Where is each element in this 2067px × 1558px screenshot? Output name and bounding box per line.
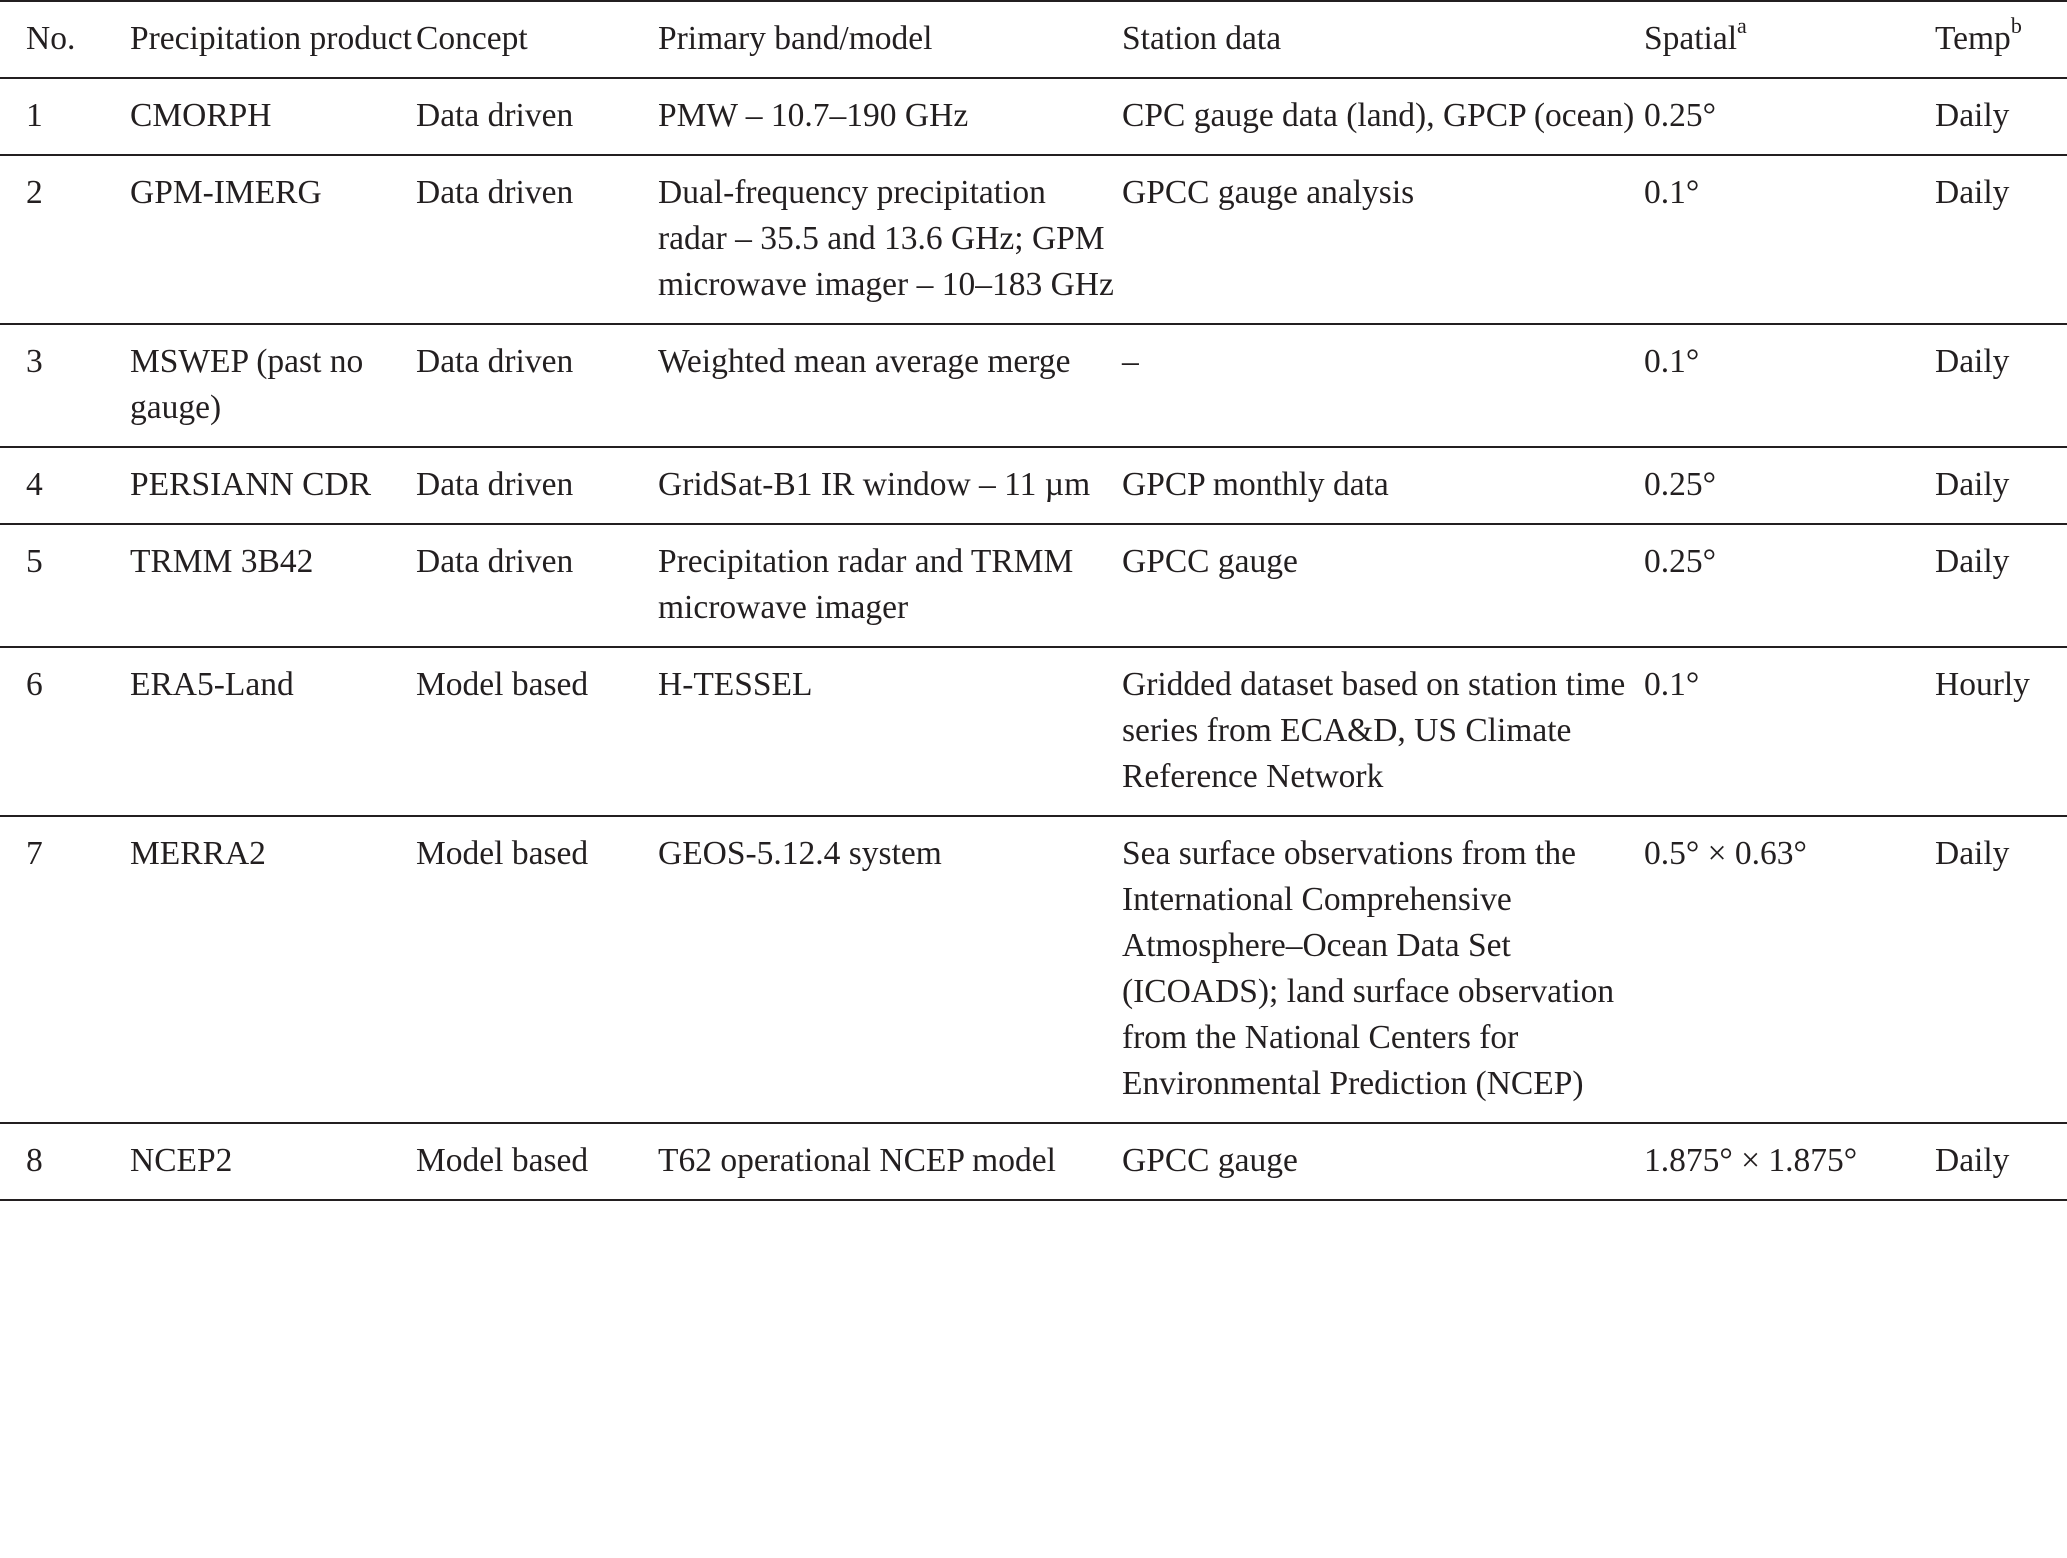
cell-concept: Data driven [416, 343, 574, 380]
header-row [0, 1, 2067, 78]
cell-temp: Daily [1935, 343, 2010, 380]
cell-station: GPCC gauge [1122, 543, 1298, 580]
table-body [0, 78, 2067, 1200]
cell-no: 1 [26, 97, 43, 134]
cell-band: Dual-frequency precipitation radar – 35.5 and 13.6 GHz; GPM microwave imager – 10–183 GHz [658, 174, 1114, 303]
cell-concept: Data driven [416, 174, 574, 211]
cell-temp: Daily [1935, 174, 2010, 211]
table-row [0, 524, 2067, 647]
cell-spatial: 0.5° × 0.63° [1644, 835, 1807, 872]
cell-spatial: 0.25° [1644, 97, 1717, 134]
cell-temp: Daily [1935, 466, 2010, 503]
cell-temp: Daily [1935, 543, 2010, 580]
cell-station: GPCC gauge [1122, 1142, 1298, 1179]
cell-band: GridSat-B1 IR window – 11 µm [658, 466, 1091, 503]
cell-no: 3 [26, 343, 43, 380]
cell-no: 2 [26, 174, 43, 211]
cell-band: PMW – 10.7–190 GHz [658, 97, 969, 134]
cell-product: PERSIANN CDR [130, 466, 372, 503]
table-header [0, 1, 2067, 78]
cell-product: TRMM 3B42 [130, 543, 314, 580]
cell-temp: Daily [1935, 835, 2010, 872]
cell-station: CPC gauge data (land), GPCP (ocean) [1122, 97, 1635, 134]
cell-concept: Model based [416, 1142, 589, 1179]
cell-concept: Data driven [416, 466, 574, 503]
header-station: Station data [1122, 20, 1282, 57]
cell-temp: Daily [1935, 97, 2010, 134]
cell-spatial: 0.1° [1644, 666, 1700, 703]
cell-temp: Hourly [1935, 666, 2030, 703]
header-concept: Concept [416, 20, 528, 57]
cell-spatial: 0.25° [1644, 466, 1717, 503]
header-no: No. [26, 20, 76, 57]
cell-spatial: 0.25° [1644, 543, 1717, 580]
cell-product: NCEP2 [130, 1142, 233, 1179]
table-row [0, 647, 2067, 816]
cell-band: T62 operational NCEP model [658, 1142, 1056, 1179]
cell-product: GPM-IMERG [130, 174, 322, 211]
cell-concept: Data driven [416, 97, 574, 134]
cell-band: GEOS-5.12.4 system [658, 835, 942, 872]
cell-band: Weighted mean average merge [658, 343, 1071, 380]
header-spatial-footnote: a [1737, 12, 1747, 38]
header-product: Precipitation product [130, 20, 412, 57]
cell-concept: Model based [416, 835, 589, 872]
header-spatial-label: Spatial [1644, 20, 1738, 57]
cell-station: GPCP monthly data [1122, 466, 1389, 503]
cell-spatial: 0.1° [1644, 174, 1700, 211]
table-row [0, 78, 2067, 155]
cell-station: GPCC gauge analysis [1122, 174, 1415, 211]
table-row [0, 447, 2067, 524]
cell-band: Precipitation radar and TRMM microwave imager [658, 543, 1074, 626]
cell-concept: Model based [416, 666, 589, 703]
cell-no: 7 [26, 835, 43, 872]
header-band: Primary band/model [658, 20, 933, 57]
cell-product: CMORPH [130, 97, 272, 134]
table-row [0, 324, 2067, 447]
cell-product: MSWEP (past no gauge) [130, 343, 364, 426]
cell-product: ERA5-Land [130, 666, 294, 703]
cell-station: – [1122, 343, 1139, 380]
cell-station: Gridded dataset based on station time series from ECA&D, US Climate Reference Network [1122, 666, 1626, 795]
cell-spatial: 0.1° [1644, 343, 1700, 380]
header-temp-footnote: b [2010, 12, 2022, 38]
cell-temp: Daily [1935, 1142, 2010, 1179]
cell-product: MERRA2 [130, 835, 266, 872]
table-row [0, 816, 2067, 1123]
header-temp-label: Temp [1935, 20, 2011, 57]
cell-no: 8 [26, 1142, 43, 1179]
cell-no: 5 [26, 543, 43, 580]
cell-band: H-TESSEL [658, 666, 813, 703]
cell-station: Sea surface observations from the International Comprehensive Atmosphere–Ocean Data Set (ICOADS); land surface observation from the National Centers for Environmental Prediction (NCEP) [1122, 835, 1615, 1102]
table-row [0, 155, 2067, 324]
cell-concept: Data driven [416, 543, 574, 580]
cell-no: 6 [26, 666, 43, 703]
table-row [0, 1123, 2067, 1200]
cell-no: 4 [26, 466, 43, 503]
header-spatial [1644, 1, 1935, 78]
cell-spatial: 1.875° × 1.875° [1644, 1142, 1858, 1179]
header-temp [1935, 1, 2067, 78]
